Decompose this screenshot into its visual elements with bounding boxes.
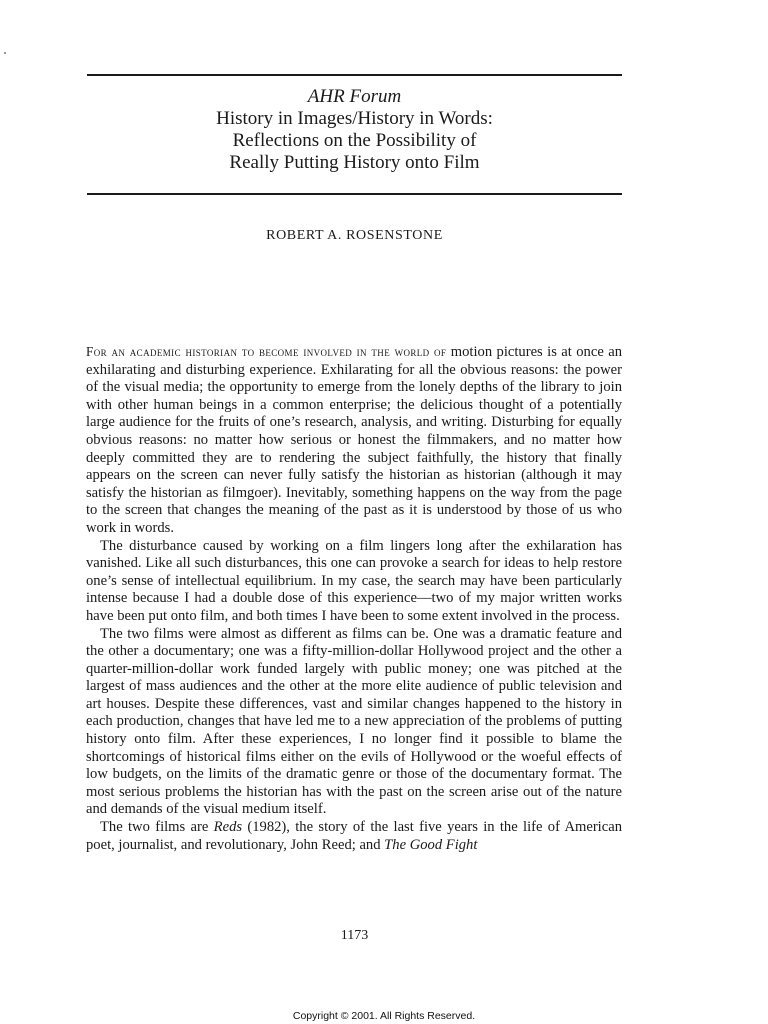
- paragraph-4-text-b: (1982), the story of the last five years in the life of American poet, journalist, and revolutionary, John Reed; and: [86, 819, 622, 853]
- film-title-reds: Reds: [213, 819, 243, 836]
- paragraph-2: The disturbance caused by working on a film lingers long after the exhilaration has vanished. Like all such disturbances, this one can provoke a search for ideas to help restore one’s sense of intellectual equilibrium. In my case, the search may have been particularly intense because I had a double dose of this experience—two of my major written works have been put onto film, and both times I have been to some extent involved in the process.: [86, 537, 622, 624]
- author-name: ROBERT A. ROSENSTONE: [266, 228, 443, 243]
- forum-label: AHR Forum: [307, 86, 402, 107]
- paragraph-1: [86, 343, 622, 538]
- paragraph-4-text-a: The two films are: [100, 819, 214, 836]
- film-title-good-fight: The Good Fight: [384, 836, 478, 853]
- title-line-3: Really Putting History onto Film: [229, 152, 480, 173]
- paragraph-1-text: motion pictures is at once an exhilarating and disturbing experience. Exhilarating for all the obvious reasons: the power of the visual media; the opportunity to emerge from the lonely depths of the library to join with other human beings in a common enterprise; the delicious thought of a potentially large audience for the fruits of one’s research, analysis, and writing. Disturbing for equally obvious reasons: no matter how serious or honest the filmmakers, and no matter how deeply committed they are to rendering the subject faithfully, the history that finally appears on the screen can never fully satisfy the historian as historian (although it may satisfy the historian as filmgoer). Inevitably, something happens on the way from the page to the screen that changes the meaning of the past as it is understood by those of us who work in words.: [86, 344, 622, 536]
- article-header: [87, 86, 622, 174]
- paragraph-3: The two films were almost as different as films can be. One was a dramatic feature and the other a documentary; one was a fifty-million-dollar Hollywood project and the other a quarter-million-dollar work funded largely with public money; one was pitched at the largest of mass audiences and the other at the more elite audience of public television and art houses. Despite these differences, vast and similar changes happened to the history in each production, changes that have led me to a new appreciation of the problems of putting history onto film. After these experiences, I no longer find it possible to blame the shortcomings of historical films either on the evils of Hollywood or the woeful effects of low budgets, on the limits of the dramatic genre or those of the documentary format. The most serious problems the historian has with the past on the screen arise out of the nature and demands of the visual medium itself.: [86, 625, 622, 818]
- title-line-2: Reflections on the Possibility of: [232, 130, 477, 151]
- top-rule: [87, 74, 622, 76]
- paragraph-4: [86, 819, 622, 854]
- lead-in-smallcaps: For an academic historian to become involved in the world of: [86, 344, 447, 359]
- title-line-1: History in Images/History in Words:: [216, 108, 493, 129]
- scan-speck: [4, 52, 6, 54]
- page-number: 1173: [340, 928, 369, 943]
- bottom-rule: [87, 193, 622, 195]
- article-body: [86, 343, 622, 854]
- copyright-notice: Copyright © 2001. All Rights Reserved.: [292, 1010, 476, 1022]
